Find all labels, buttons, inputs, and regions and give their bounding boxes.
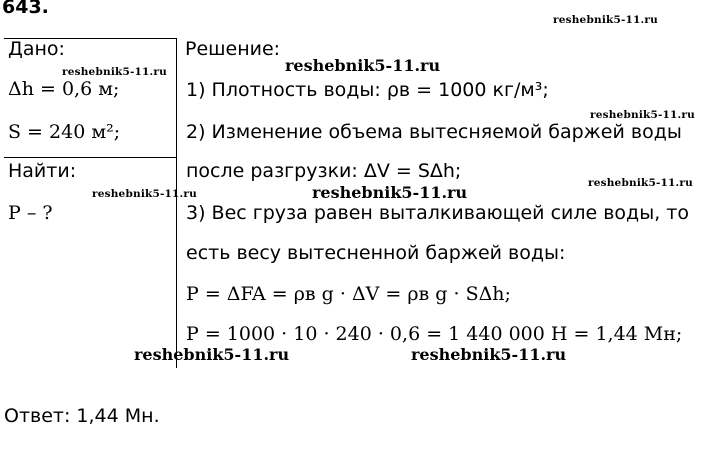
formula-weight: P = ΔFA = ρв g · ΔV = ρв g · SΔh; — [186, 283, 511, 305]
given-dh: Δh = 0,6 м; — [8, 78, 120, 100]
solution-header: Решение: — [185, 38, 281, 60]
watermark: reshebnik5-11.ru — [92, 188, 197, 200]
problem-number: 643. — [2, 0, 49, 18]
watermark: reshebnik5-11.ru — [588, 177, 693, 189]
given-header: Дано: — [8, 38, 65, 60]
given-find-divider — [4, 157, 176, 158]
formula-calculation: P = 1000 · 10 · 240 · 0,6 = 1 440 000 Н = 1,44 Мн; — [186, 323, 683, 345]
watermark: reshebnik5-11.ru — [590, 109, 695, 121]
step-2-line-2: после разгрузки: ΔV = SΔh; — [186, 160, 462, 182]
watermark: reshebnik5-11.ru — [285, 56, 441, 75]
step-2-line-1: 2) Изменение объема вытесняемой баржей воды — [186, 121, 682, 143]
find-quantity: P – ? — [8, 202, 53, 224]
find-header: Найти: — [8, 160, 77, 182]
watermark: reshebnik5-11.ru — [62, 66, 167, 78]
step-3-line-1: 3) Вес груза равен выталкивающей силе воды, то — [186, 202, 689, 224]
step-1-density: 1) Плотность воды: ρв = 1000 кг/м³; — [186, 79, 549, 101]
answer: Ответ: 1,44 Мн. — [4, 405, 160, 427]
watermark: reshebnik5-11.ru — [553, 14, 658, 26]
watermark: reshebnik5-11.ru — [312, 183, 468, 202]
given-area: S = 240 м²; — [8, 121, 121, 143]
table-vertical-divider — [176, 38, 177, 368]
step-3-line-2: есть весу вытесненной баржей воды: — [186, 242, 566, 264]
watermark: reshebnik5-11.ru — [134, 345, 290, 364]
watermark: reshebnik5-11.ru — [411, 345, 567, 364]
